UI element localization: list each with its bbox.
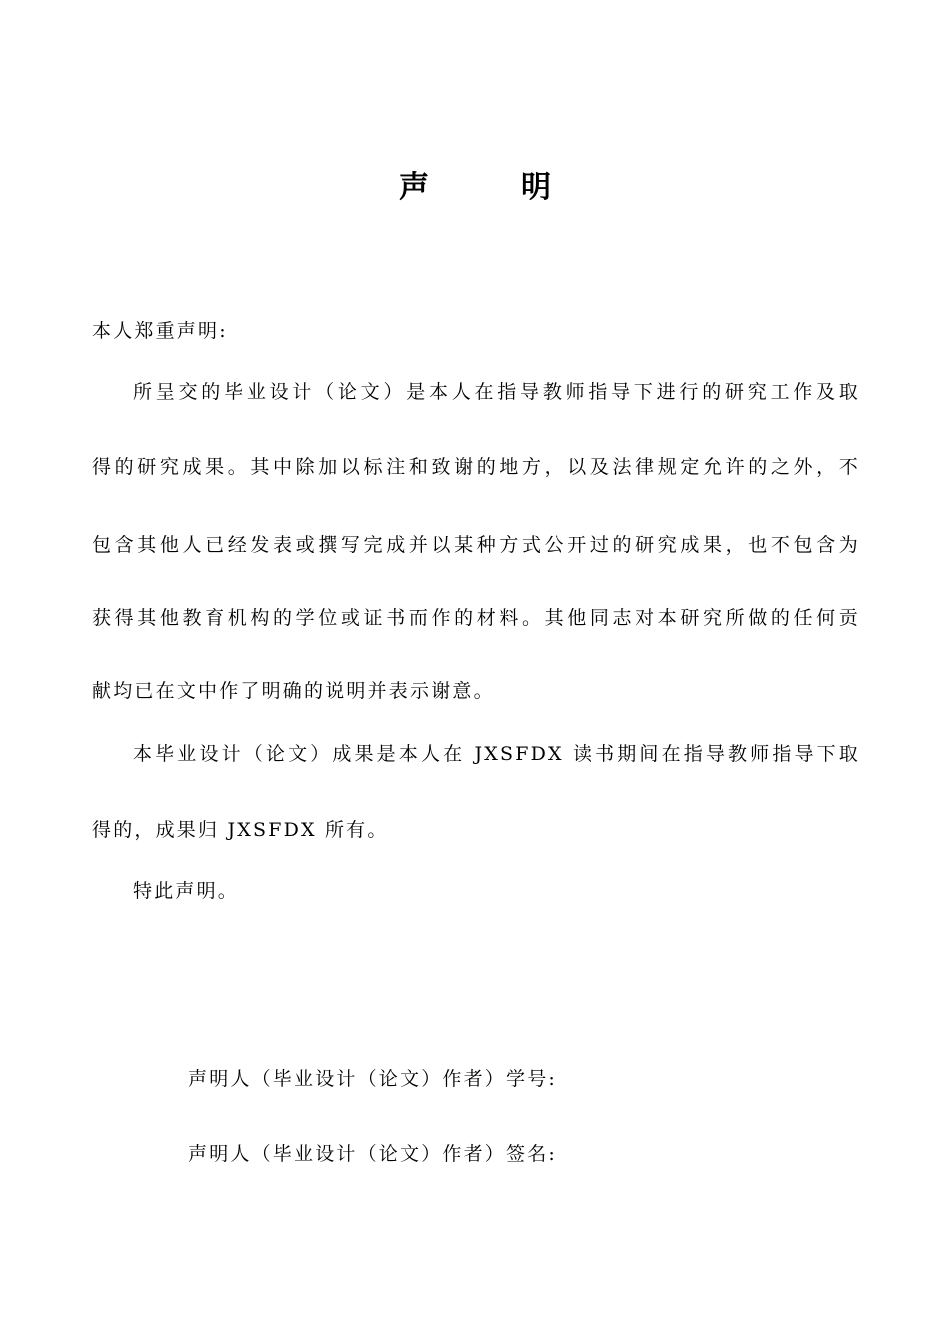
signature-name-label: 声明人（毕业设计（论文）作者）签名: (188, 1143, 558, 1165)
page-title (0, 168, 950, 208)
paragraph1-line-3: 包含其他人已经发表或撰写完成并以某种方式公开过的研究成果，也不包含为 (92, 534, 860, 556)
closing-text: 特此声明。 (133, 880, 240, 902)
paragraph1-line-4: 获得其他教育机构的学位或证书而作的材料。其他同志对本研究所做的任何贡 (92, 607, 860, 629)
paragraph1-line-5: 献均已在文中作了明确的说明并表示谢意。 (92, 680, 495, 702)
signature-student-id-label: 声明人（毕业设计（论文）作者）学号: (188, 1068, 558, 1090)
paragraph1-line-1: 所呈交的毕业设计（论文）是本人在指导教师指导下进行的研究工作及取 (133, 381, 860, 403)
paragraph2-line-2: 得的，成果归 JXSFDX 所有。 (92, 819, 389, 841)
intro-text: 本人郑重声明: (92, 320, 228, 342)
paragraph2-line-1: 本毕业设计（论文）成果是本人在 JXSFDX 读书期间在指导教师指导下取 (133, 743, 860, 765)
title-char-1: 声 (399, 170, 429, 205)
title-char-2: 明 (521, 170, 551, 205)
paragraph1-line-2: 得的研究成果。其中除加以标注和致谢的地方，以及法律规定允许的之外，不 (92, 456, 860, 478)
